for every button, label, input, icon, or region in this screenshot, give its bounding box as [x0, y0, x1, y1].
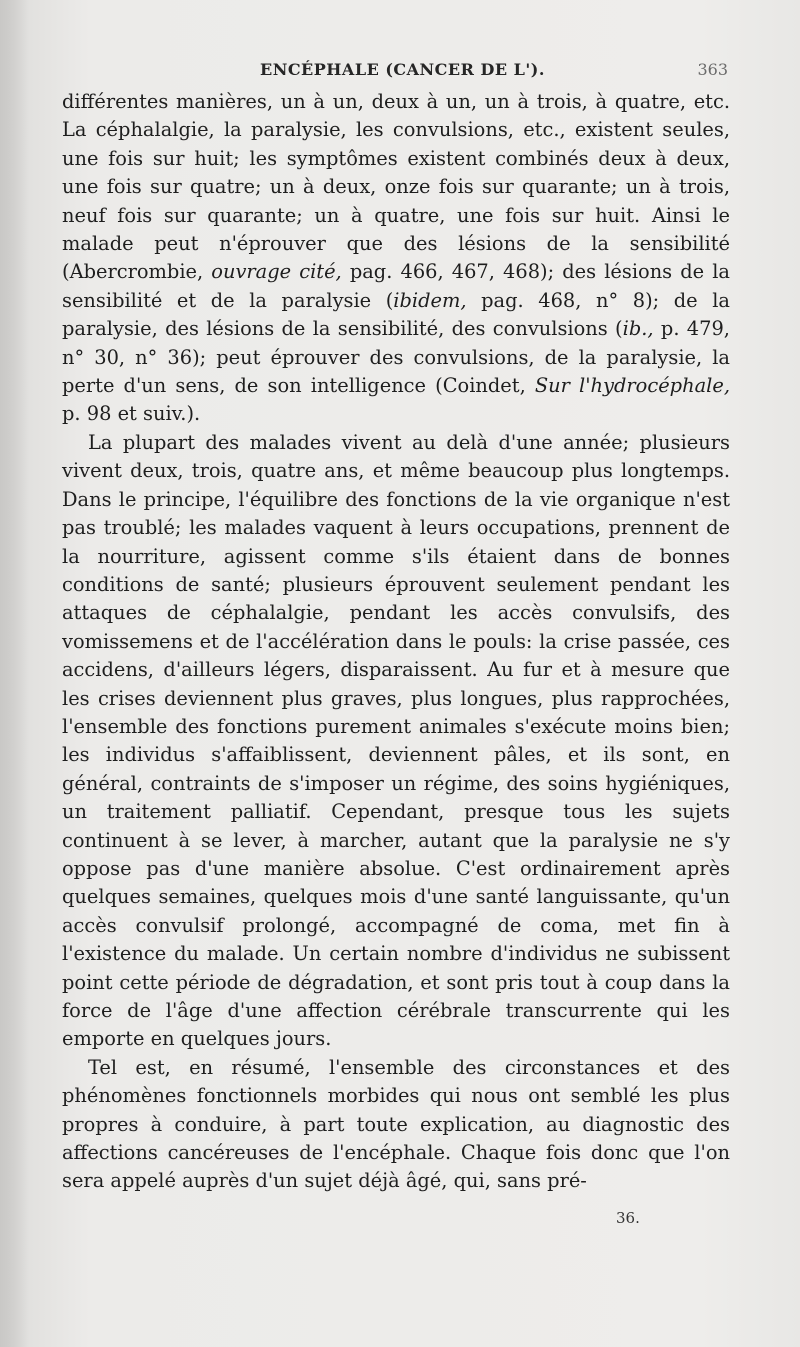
paragraph [62, 88, 730, 429]
paragraph [62, 1054, 730, 1196]
body-text [62, 88, 730, 1196]
text-run: p. 98 et suiv.). [62, 402, 201, 426]
text-run: pag. 466, 467, 468); des lésions de la sensibilité et de la paralysie ( [62, 260, 730, 312]
page-number: 363 [697, 60, 728, 79]
text-run: p. 479, n° 30, n° 36); peut éprouver des convulsions, de la paralysie, la perte d'un sens, de son intelligence (Coindet, [62, 317, 730, 398]
italic-citation: ib., [622, 317, 654, 341]
page-header [62, 58, 730, 88]
text-run: pag. 468, n° 8); de la paralysie, des lésions de la sensibilité, des convulsions ( [62, 288, 730, 341]
text-run: La plupart des malades vivent au delà d'une année; plusieurs vivent deux, trois, quatre ans, et même beaucoup plus longtemps. Dans le principe, l'équilibre des fonctions de la vie organique n'est pas troublé; les malades vaquent à leurs occupations, prennent de la nourriture, agissent comme s'ils étaient dans de bonnes conditions de santé; plusieurs éprouvent seulement pendant les attaques de céphalalgie, pendant les accès convulsifs, des vomissemens et de l'accélération dans le pouls: la crise passée, ces accidens, d'ailleurs légers, disparaissent. Au fur et à mesure que les crises deviennent plus graves, plus longues, plus rapprochées, l'ensemble des fonctions purement animales s'exécute moins bien; les individus s'affaiblissent, deviennent pâles, et ils sont, en général, contraints de s'imposer un régime, des soins hygiéniques, un traitement palliatif. Cependant, presque tous les sujets continuent à se lever, à marcher, autant que la paralysie ne s'y oppose pas d'une manière absolue. C'est ordinairement après quelques semaines, quelques mois d'une santé languissante, qu'un accès convulsif prolongé, accompagné de coma, met fin à l'existence du malade. Un certain nombre d'individus ne subissent point cette période de dégradation, et sont pris tout à coup dans la force de l'âge d'une affection cérébrale transcurrente qui les emporte en quelques jours. [62, 430, 730, 1051]
italic-citation: ibidem, [393, 288, 467, 312]
text-run: différentes manières, un à un, deux à un, un à trois, à quatre, etc. La céphalalgie, la paralysie, les convulsions, etc., existent seules, une fois sur huit; les symptômes existent combinés deux à deux, une fois sur quatre; un à deux, onze fois sur quarante; un à trois, neuf fois sur quarante; un à quatre, une fois sur huit. Ainsi le malade peut n'éprouver que des lésions de la sensibilité (Abercrombie, [62, 90, 730, 284]
running-head: ENCÉPHALE (CANCER DE L'). [260, 60, 545, 79]
text-run: Tel est, en résumé, l'ensemble des circonstances et des phénomènes fonctionnels morbides qui nous ont semblé les plus propres à conduire, à part toute explication, au diagnostic des affections cancéreuses de l'encéphale. Chaque fois donc que l'on sera appelé auprès d'un sujet déjà âgé, qui, sans pré- [62, 1055, 730, 1193]
paragraph [62, 429, 730, 1054]
italic-citation: Sur l'hydrocéphale, [534, 374, 730, 398]
signature-mark: 36. [616, 1209, 640, 1227]
italic-citation: ouvrage cité, [211, 260, 342, 284]
